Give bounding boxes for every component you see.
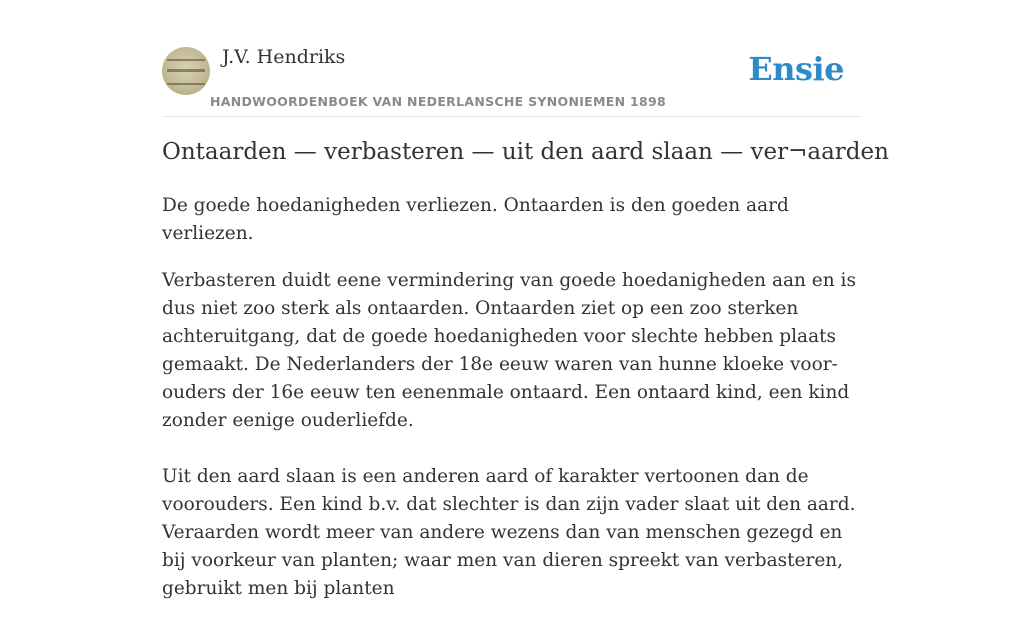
entry-title: Ontaarden — verbasteren — uit den aard slaan — ver¬aarden — [162, 139, 889, 165]
entry-lead: De goede hoedanigheden verliezen. Ontaarden is den goeden aard verliezen. — [162, 195, 789, 244]
ensie-logo[interactable]: Ensie — [748, 50, 844, 88]
author-name[interactable]: J.V. Hendriks — [222, 46, 346, 68]
book-cover-avatar[interactable] — [162, 47, 210, 95]
page-header — [162, 0, 862, 117]
entry-paragraph: Uit den aard slaan is een anderen aard of karakter vertoonen dan de voorouders. Een kind b.v. dat slechter is dan zijn vader slaat uit den aard. Veraarden wordt meer van andere wezens dan van menschen gezegd en bij voorkeur van planten; waar men van dieren spreekt van verbasteren, gebruikt men bij planten — [162, 466, 856, 599]
entry-content — [162, 192, 862, 631]
source-title[interactable]: HANDWOORDENBOEK VAN NEDERLANSCHE SYNONIEMEN 1898 — [210, 94, 667, 109]
cover-rule — [167, 59, 205, 61]
cover-rule — [167, 69, 205, 72]
cover-rule — [167, 83, 205, 85]
entry-paragraph: Verbasteren duidt eene vermindering van goede hoedanigheden aan en is dus niet zoo sterk als ontaarden. Ontaarden ziet op een zoo sterken achteruitgang, dat de goede hoedanigheden voor slechte hebben plaats gemaakt. De Nederlanders der 18e eeuw waren van hunne kloeke voor-ouders der 16e eeuw ten eenenmale ontaard. Een ontaard kind, een kind zonder eenige ouderliefde. — [162, 270, 856, 431]
